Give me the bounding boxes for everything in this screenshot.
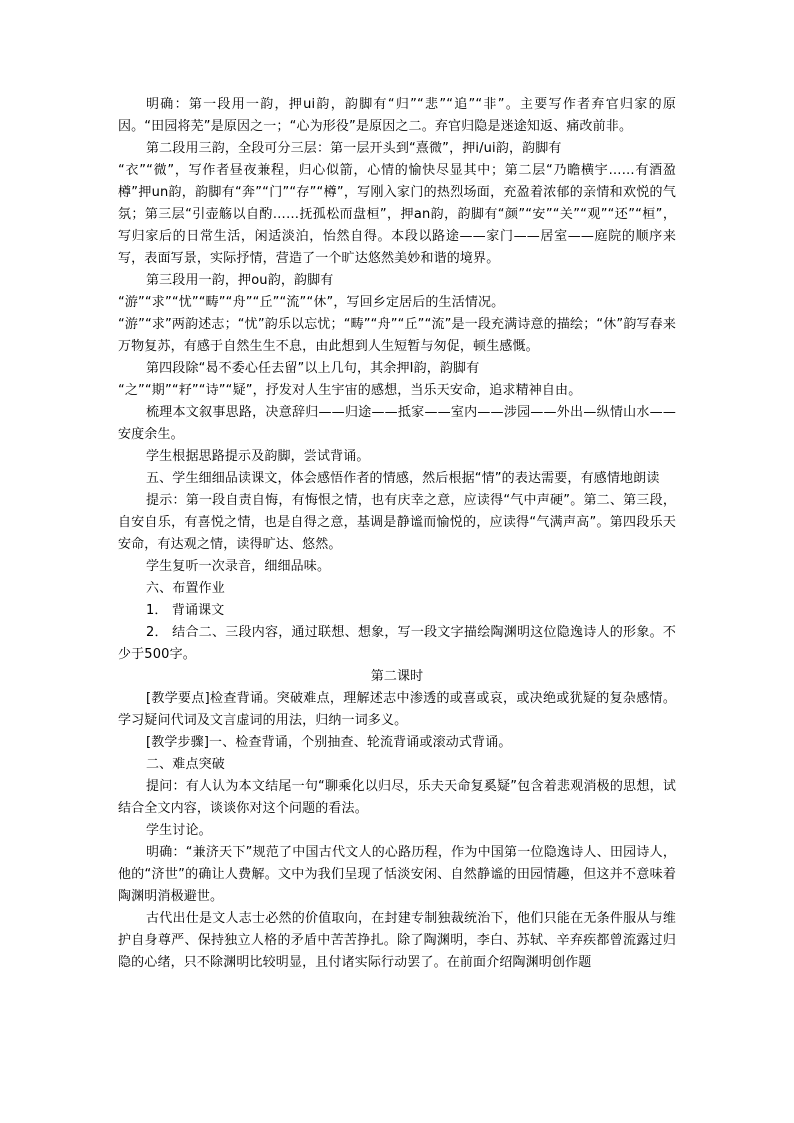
paragraph-3: “衣”“微”，写作者昼夜兼程，归心似箭，心情的愉快尽显其中；第二层“乃瞻横宇……有酒盈樽”押un韵，韵脚有“奔”“门”“存”“樽”，写刚入家门的热烈场面，充盈着浓郁的亲情和欢悦的气氛；第三层“引壶觞以自酌……抚孤松而盘桓”，押an韵，韵脚有“颜”“安”“关”“观”“还”“桓”，写归家后的日常生活，闲适淡泊，怡然自得。本段以路途——家门——居室——庭院的顺序来写，表面写景，实际抒情，营造了一个旷达悠然美妙和谐的境界。 (118, 163, 676, 266)
paragraph-23: 古代出仕是文人志士必然的价值取向，在封建专制独裁统治下，他们只能在无条件服从与维护自身尊严、保持独立人格的矛盾中苦苦挣扎。除了陶渊明，李白、苏轼、辛弃疾都曾流露过归隐的心绪，只不除渊明比较明显，且付诸实际行动罢了。在前面介绍陶渊明创作题 (118, 911, 676, 970)
paragraph-16: 2． 结合二、三段内容，通过联想、想象，写一段文字描绘陶渊明这位隐逸诗人的形象。不少于500字。 (118, 625, 676, 662)
paragraph-4: 第三段用一韵，押ou韵，韵脚有 (146, 273, 334, 288)
document-page (118, 94, 676, 974)
paragraph-15: 1． 背诵课文 (146, 603, 225, 618)
paragraph-6: “游”“求”两韵述志；“忧”韵乐以忘忧；“畴”“舟”“丘”“流”是一段充满诗意的描绘；“休”韵写春来万物复苏，有感于自然生生不息，由此想到人生短暂与匆促，顿生感慨。 (118, 317, 676, 354)
paragraph-14: 六、布置作业 (146, 581, 225, 596)
paragraph-10: 学生根据思路提示及韵脚，尝试背诵。 (146, 449, 370, 464)
paragraph-1: 明确：第一段用一韵，押ui韵，韵脚有“归”“悲”“追”“非”。主要写作者弃官归家的原因。“田园将芜”是原因之一；“心为形役”是原因之二。弃官归隐是迷途知返、痛改前非。 (118, 97, 676, 134)
paragraph-22: 明确：“兼济天下”规范了中国古代文人的心路历程，作为中国第一位隐逸诗人、田园诗人，他的“济世”的确让人费解。文中为我们呈现了恬淡安闲、自然静谧的田园情趣，但这并不意味着陶渊明消极避世。 (118, 845, 676, 904)
paragraph-20: 提问：有人认为本文结尾一句“聊乘化以归尽，乐夫天命复奚疑”包含着悲观消极的思想，试结合全文内容，谈谈你对这个问题的看法。 (118, 779, 676, 816)
paragraph-5: “游”“求”“忧”“畴”“舟”“丘”“流”“休”，写回乡定居后的生活情况。 (118, 295, 505, 310)
section-heading: 第二课时 (370, 669, 424, 684)
paragraph-11: 五、学生细细品读课文，体会感悟作者的情感，然后根据“情”的表达需要，有感情地朗读 (146, 471, 660, 486)
paragraph-8: “之”“期”“耔”“诗”“疑”，抒发对人生宇宙的感想，当乐天安命，追求精神自由。 (118, 383, 582, 398)
paragraph-17: [教学要点]检查背诵。突破难点，理解述志中渗透的或喜或哀，或决绝或犹疑的复杂感情。学习疑问代词及文言虚词的用法，归纳一词多义。 (118, 691, 676, 728)
paragraph-21: 学生讨论。 (146, 823, 212, 838)
paragraph-7: 第四段除“曷不委心任去留”以上几句，其余押I韵，韵脚有 (146, 361, 480, 376)
paragraph-19: 二、难点突破 (146, 757, 225, 772)
paragraph-13: 学生复听一次录音，细细品味。 (146, 559, 331, 574)
paragraph-2: 第二段用三韵，全段可分三层：第一层开头到“熹微”，押i/ui韵，韵脚有 (146, 141, 562, 156)
paragraph-9: 梳理本文叙事思路，决意辞归——归途——抵家——室内——涉园——外出—纵情山水——安度余生。 (118, 405, 676, 442)
paragraph-12: 提示：第一段自责自悔，有悔恨之情，也有庆幸之意，应读得“气中声硬”。第二、第三段，自安自乐，有喜悦之情，也是自得之意，基调是静谧而愉悦的，应读得“气满声高”。第四段乐天安命，有达观之情，读得旷达、悠然。 (118, 493, 676, 552)
paragraph-18: [教学步骤]一、检查背诵，个别抽查、轮流背诵或滚动式背诵。 (146, 735, 512, 750)
